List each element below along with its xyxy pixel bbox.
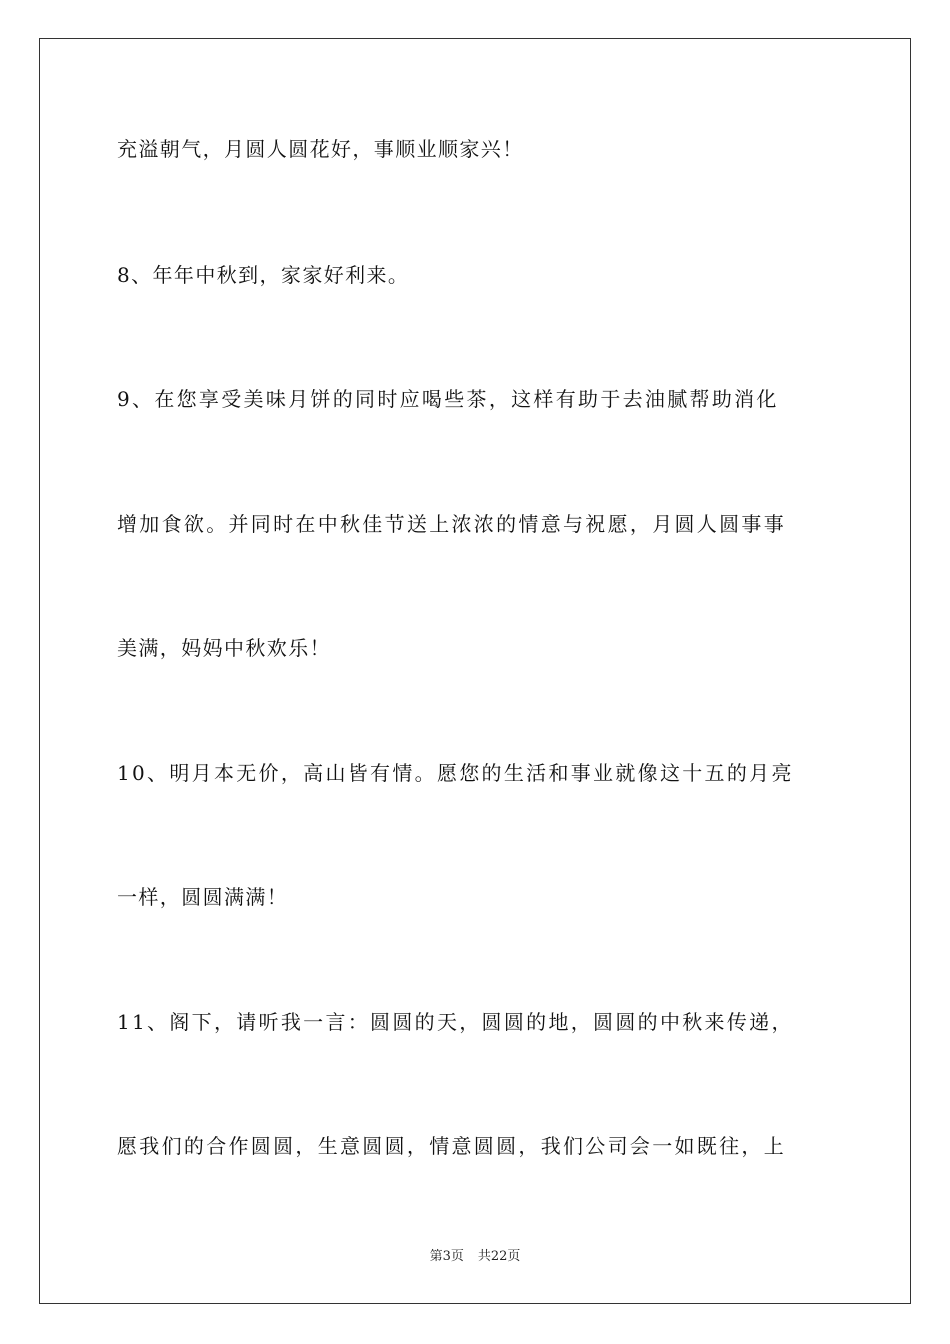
page-footer xyxy=(0,1248,950,1266)
text-line-7: 一样，圆圆满满！ xyxy=(117,885,289,909)
text-line-9: 愿我们的合作圆圆，生意圆圆，情意圆圆，我们公司会一如既往，上 xyxy=(117,1134,786,1158)
text-line-1: 充溢朝气，月圆人圆花好，事顺业顺家兴！ xyxy=(117,137,524,161)
text-line-2: 8、年年中秋到，家家好利来。 xyxy=(117,263,410,287)
page-border xyxy=(39,38,911,1304)
text-line-6: 10、明月本无价，高山皆有情。愿您的生活和事业就像这十五的月亮 xyxy=(117,761,794,785)
text-line-5: 美满，妈妈中秋欢乐！ xyxy=(117,636,331,660)
page-number-current: 第3页 xyxy=(429,1249,464,1264)
page-number-total: 共22页 xyxy=(477,1249,521,1264)
text-line-4: 增加食欲。并同时在中秋佳节送上浓浓的情意与祝愿，月圆人圆事事 xyxy=(117,512,786,536)
text-line-3: 9、在您享受美味月饼的同时应喝些茶，这样有助于去油腻帮助消化 xyxy=(117,387,779,411)
text-line-8: 11、阁下，请听我一言：圆圆的天，圆圆的地，圆圆的中秋来传递， xyxy=(117,1010,794,1034)
